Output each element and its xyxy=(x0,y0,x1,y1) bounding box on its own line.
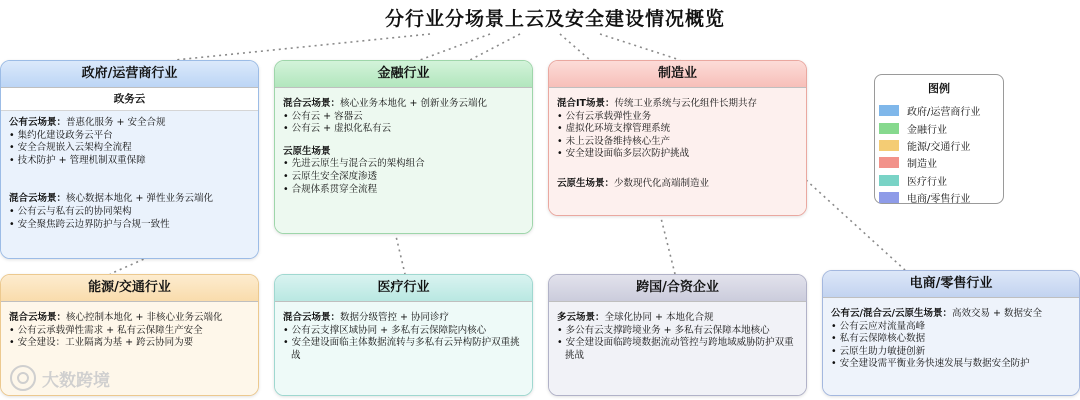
legend-swatch xyxy=(879,105,899,116)
scenario-label: 混合云场景： xyxy=(9,193,67,205)
scenario-desc: 传统工业系统与云化组件长期共存 xyxy=(614,98,758,109)
bullet-item: • 公有云承载弹性需求 + 私有云保障生产安全 xyxy=(9,324,203,336)
legend-swatch xyxy=(879,192,899,203)
card-header: 金融行业 xyxy=(275,61,532,88)
legend-item xyxy=(875,154,1003,171)
legend-item xyxy=(875,189,1003,206)
card-finance xyxy=(274,60,533,234)
legend-swatch xyxy=(879,123,899,134)
legend-label: 政府/运营商行业 xyxy=(907,107,981,119)
bullet-item: • 安全建设面临跨境数据流动管控与跨地域威胁防护双重挑战 xyxy=(557,337,794,361)
watermark-text: 大数跨境 xyxy=(42,370,110,391)
legend-item xyxy=(875,172,1003,189)
bullet-item: • 技术防护 + 管理机制双重保障 xyxy=(9,154,146,166)
bullet-item: • 安全建设需平衡业务快速发展与数据安全防护 xyxy=(831,358,1030,370)
legend-item xyxy=(875,119,1003,136)
card-healthcare xyxy=(274,274,533,396)
connector-gov xyxy=(175,34,430,60)
legend-item xyxy=(875,102,1003,119)
legend-swatch xyxy=(879,175,899,186)
legend-label: 能源/交通行业 xyxy=(907,141,971,153)
bullet-item: • 公有云承载弹性业务 xyxy=(557,110,652,122)
bullet-item: • 安全建设面临主体数据流转与多私有云异构防护双重挑战 xyxy=(283,337,520,361)
legend-title: 图例 xyxy=(928,82,950,95)
card-header: 电商/零售行业 xyxy=(823,271,1079,298)
scenario-desc: 核心业务本地化 + 创新业务云端化 xyxy=(340,98,488,109)
scenario-label: 云原生场景： xyxy=(557,177,615,189)
scenario-desc: 普惠化服务 + 安全合规 xyxy=(66,117,166,128)
scenario-label: 公有云场景： xyxy=(9,117,67,128)
scenario-desc: 核心数据本地化 + 弹性业务云端化 xyxy=(66,193,214,205)
bullet-item: • 虚拟化环境支撑管理系统 xyxy=(557,123,671,135)
legend-swatch xyxy=(879,157,899,168)
scenario-desc: 核心控制本地化 + 非核心业务云端化 xyxy=(66,312,223,323)
legend xyxy=(874,74,1004,204)
legend-label: 电商/零售行业 xyxy=(907,194,971,206)
watermark xyxy=(10,365,110,391)
scenario-desc: 数据分级管控 + 协同诊疗 xyxy=(340,312,450,323)
legend-item xyxy=(875,137,1003,154)
bullet-item: • 集约化建设政务云平台 xyxy=(9,129,113,141)
bullet-item: • 公有云应对流量高峰 xyxy=(831,320,926,332)
bullet-item: • 云原生安全深度渗透 xyxy=(283,170,378,182)
card-header: 跨国/合资企业 xyxy=(549,275,806,302)
card-ecommerce-retail xyxy=(822,270,1080,396)
bullet-item: • 安全聚焦跨云边界防护与合规一致性 xyxy=(9,218,170,230)
scenario-label: 混合云场景： xyxy=(9,312,67,323)
bullet-item: • 未上云设备维持核心生产 xyxy=(557,135,671,147)
bullet-item: • 公有云 + 容器云 xyxy=(283,110,363,122)
card-header: 制造业 xyxy=(549,61,806,88)
card-header: 政府/运营商行业 xyxy=(1,61,258,88)
scenario-desc: 全球化协同 + 本地化合规 xyxy=(604,312,714,323)
connector-mfg xyxy=(560,34,590,60)
scenario-label: 多云场景： xyxy=(557,312,605,323)
legend-label: 制造业 xyxy=(907,159,937,171)
bullet-item: • 多公有云支撑跨境业务 + 多私有云保障本地核心 xyxy=(557,324,770,336)
bullet-item: • 私有云保障核心数据 xyxy=(831,333,926,345)
scenario-desc: 少数现代化高端制造业 xyxy=(614,177,710,189)
card-gov-telecom xyxy=(0,60,259,259)
scenario-label: 云原生场景 xyxy=(283,145,331,157)
legend-label: 金融行业 xyxy=(907,124,947,136)
bullet-item: • 公有云 + 虚拟化私有云 xyxy=(283,123,392,135)
watermark-logo-icon xyxy=(10,365,36,391)
bullet-item: • 安全建设：工业隔离为基 + 跨云协同为要 xyxy=(9,337,194,349)
bullet-item: • 安全建设面临多层次防护挑战 xyxy=(557,148,690,160)
scenario-label: 混合云场景： xyxy=(283,98,341,109)
bullet-item: • 合规体系贯穿全流程 xyxy=(283,183,378,195)
bullet-item: • 云原生助力敏捷创新 xyxy=(831,345,926,357)
connector-fin-med xyxy=(395,232,405,274)
scenario-label: 混合IT场景： xyxy=(557,98,615,109)
connector-mfg-cross xyxy=(660,214,675,274)
connector-fin xyxy=(420,34,490,60)
bullet-item: • 安全合规嵌入云架构全流程 xyxy=(9,142,132,154)
page-title: 分行业分场景上云及安全建设情况概览 xyxy=(384,8,725,30)
card-header: 医疗行业 xyxy=(275,275,532,302)
bullet-item: • 公有云支撑区域协同 + 多私有云保障院内核心 xyxy=(283,324,487,336)
card-manufacturing xyxy=(548,60,807,216)
scenario-label: 混合云场景： xyxy=(283,312,341,323)
connector-fin-2 xyxy=(470,34,520,60)
legend-label: 医疗行业 xyxy=(907,176,947,188)
card-subheader: 政务云 xyxy=(1,88,258,111)
card-header: 能源/交通行业 xyxy=(1,275,258,302)
scenario-label: 公有云/混合云/云原生场景： xyxy=(831,308,952,319)
bullet-item: • 公有云与私有云的协同架构 xyxy=(9,205,132,217)
scenario-desc: 高效交易 + 数据安全 xyxy=(951,308,1042,319)
legend-swatch xyxy=(879,140,899,151)
connector-mfg-2 xyxy=(600,34,680,60)
bullet-item: • 先进云原生与混合云的架构组合 xyxy=(283,158,425,170)
card-multinational xyxy=(548,274,807,396)
